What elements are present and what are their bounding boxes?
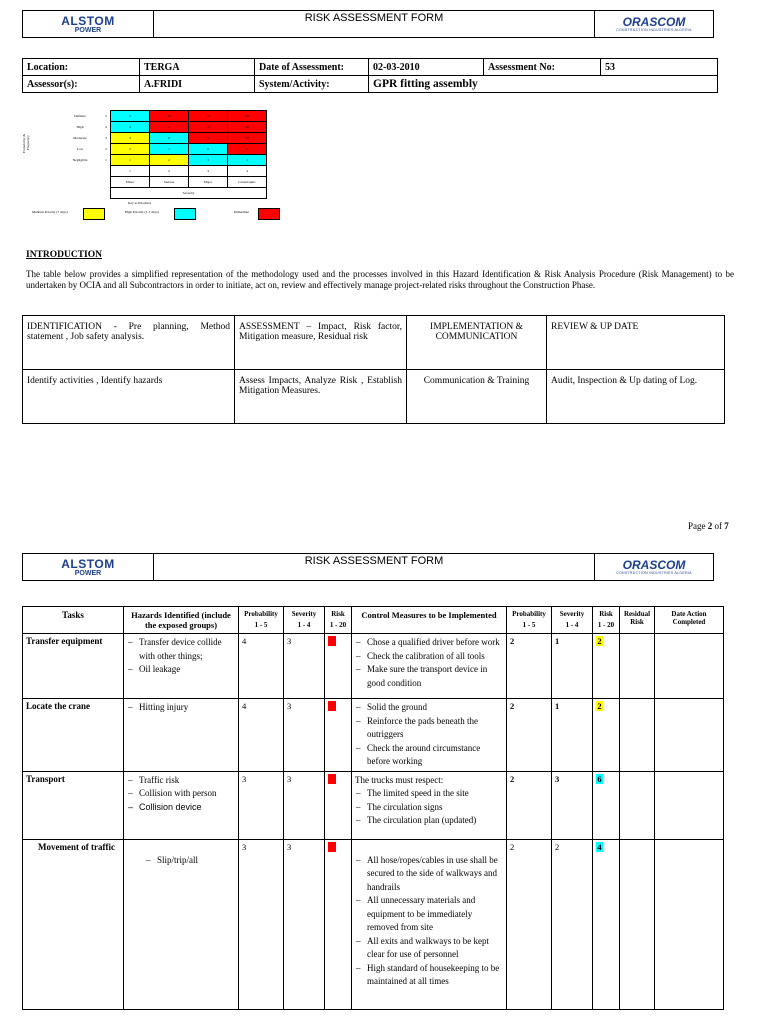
method-assessment: ASSESSMENT – Impact, Risk factor, Mitigation measure, Residual risk	[235, 316, 407, 370]
matrix-col-label: Catastrophic	[228, 177, 267, 188]
matrix-col-label: Minor	[111, 177, 150, 188]
risk-value: 12	[329, 703, 335, 709]
key-title: Key to Priorities	[128, 201, 152, 205]
matrix-cell: 20	[228, 111, 267, 122]
probability-value: 4	[239, 699, 284, 772]
severity-value: 3	[284, 634, 325, 699]
location-label: Location:	[23, 59, 140, 76]
risk-matrix	[58, 110, 267, 199]
risk-2-cell	[593, 699, 620, 772]
date-completed-cell	[655, 699, 724, 772]
risk-2-cell	[593, 634, 620, 699]
method-identification-detail: Identify activities , Identify hazards	[23, 370, 235, 424]
form-header-page2	[22, 553, 714, 581]
matrix-col-label: Major	[189, 177, 228, 188]
hazard-item: – Hitting injury	[127, 701, 235, 715]
col-hazards: Hazards Identified (include the exposed groups)	[124, 607, 239, 634]
matrix-row-label: High	[76, 125, 84, 129]
matrix-cell: 4	[150, 144, 189, 155]
matrix-axis-label: Probability & Frequency	[22, 133, 30, 153]
matrix-col-label: Serious	[150, 177, 189, 188]
hazard-item: – Oil leakage	[127, 663, 235, 677]
matrix-cell: 1	[111, 155, 150, 166]
key-high-swatch	[174, 208, 196, 220]
risk-2-value: 4	[597, 841, 602, 852]
matrix-row	[58, 122, 267, 133]
system-value: GPR fitting assembly	[369, 76, 718, 93]
risk-value: 9	[328, 842, 336, 852]
matrix-row-number: 1	[105, 158, 107, 162]
matrix-row-label: Low	[76, 147, 84, 151]
col-date-completed: Date Action Completed	[655, 607, 724, 634]
matrix-severity-label: Severity	[111, 188, 267, 199]
residual-risk-cell	[620, 699, 655, 772]
matrix-cell: 3	[111, 133, 150, 144]
matrix-cell: 2	[150, 155, 189, 166]
control-item: – The circulation signs	[355, 801, 503, 815]
method-identification: IDENTIFICATION - Pre planning, Method statement , Job safety analysis.	[23, 316, 235, 370]
alstom-logo: ALSTOM POWER	[23, 554, 154, 580]
system-label: System/Activity:	[255, 76, 369, 93]
matrix-cell: 5	[111, 111, 150, 122]
control-item: – Check the calibration of all tools	[355, 650, 503, 664]
form-title: RISK ASSESSMENT FORM	[304, 555, 444, 567]
probability-2-value: 2	[507, 699, 552, 772]
matrix-row-number: 4	[105, 125, 107, 129]
control-intro: The trucks must respect:	[355, 774, 444, 785]
matrix-cell: 12	[228, 133, 267, 144]
residual-risk-cell	[620, 771, 655, 839]
intro-heading: INTRODUCTION	[26, 250, 103, 260]
severity-2-value: 2	[552, 839, 593, 1009]
date-label: Date of Assessment:	[255, 59, 369, 76]
form-header	[22, 10, 714, 38]
assessment-info-table	[22, 58, 718, 93]
probability-2-value: 2	[507, 634, 552, 699]
matrix-col-number: 1	[111, 166, 150, 177]
matrix-row-label: Definite	[74, 114, 86, 118]
severity-value: 3	[284, 771, 325, 839]
method-implementation-detail: Communication & Training	[407, 370, 547, 424]
control-item: – All exits and walkways to be kept clear for use of personnel	[355, 935, 503, 962]
assessment-no-value: 53	[601, 59, 718, 76]
residual-risk-cell	[620, 634, 655, 699]
risk-cell	[325, 771, 352, 839]
risk-value: 12	[329, 638, 335, 644]
matrix-row	[58, 144, 267, 155]
matrix-cell: 15	[189, 111, 228, 122]
hazard-item: – Collision with person	[127, 787, 235, 801]
hazard-item: – Collision device	[127, 801, 235, 815]
control-item: – The limited speed in the site	[355, 787, 503, 801]
matrix-cell: 3	[189, 155, 228, 166]
key-medium-swatch	[83, 208, 105, 220]
matrix-cell: 8	[150, 122, 189, 133]
matrix-row-label: Moderate	[73, 136, 87, 140]
control-measures-cell	[352, 771, 507, 839]
risk-cell	[325, 634, 352, 699]
probability-value: 4	[239, 634, 284, 699]
risk-2-value: 2	[597, 636, 602, 646]
matrix-cell: 12	[189, 122, 228, 133]
intro-text: The table below provides a simplified representation of the methodology used and the processes involved in this Hazard Identification & Risk Analysis Procedure (Risk Management) to be undertaken by OCIA and all Subcontractors in order to initiate, act on, review and effectively manage project-related risks throughout the Construction Phase.	[26, 269, 734, 290]
matrix-cell: 4	[228, 155, 267, 166]
risk-value: 9	[328, 774, 336, 784]
matrix-row-number: 3	[105, 136, 107, 140]
hazards-cell	[124, 634, 239, 699]
matrix-cell: 16	[228, 122, 267, 133]
table-row	[23, 634, 724, 699]
matrix-cell: 2	[111, 144, 150, 155]
page-number: Page 2 of 7	[688, 521, 729, 531]
assessment-no-label: Assessment No:	[484, 59, 601, 76]
task-cell: Transport	[23, 771, 124, 839]
probability-2-value: 2	[507, 839, 552, 1009]
severity-value: 3	[284, 839, 325, 1009]
matrix-row	[58, 133, 267, 144]
hazards-cell	[124, 839, 239, 1009]
control-item: – High standard of housekeeping to be maintained at all times	[355, 962, 503, 989]
date-completed-cell	[655, 839, 724, 1009]
control-item: – Make sure the transport device in good condition	[355, 663, 503, 690]
matrix-row-number: 5	[105, 114, 107, 118]
risk-assessment-table	[22, 606, 724, 1010]
col-tasks: Tasks	[23, 607, 124, 634]
residual-risk-cell	[620, 839, 655, 1009]
assessor-label: Assessor(s):	[23, 76, 140, 93]
location-value: TERGA	[140, 59, 255, 76]
matrix-col-number: 4	[228, 166, 267, 177]
control-measures-cell	[352, 839, 507, 1009]
hazard-item: – Slip/trip/all	[145, 854, 235, 868]
risk-cell	[325, 699, 352, 772]
matrix-cell: 8	[228, 144, 267, 155]
key-medium-label: Medium Priority (7 days)	[32, 210, 68, 214]
risk-2-cell	[593, 839, 620, 1009]
risk-2-value: 2	[597, 701, 602, 711]
col-severity-2: Severity 1 - 4	[552, 607, 593, 634]
matrix-cell: 4	[111, 122, 150, 133]
severity-value: 3	[284, 699, 325, 772]
method-implementation: IMPLEMENTATION & COMMUNICATION	[407, 316, 547, 370]
matrix-col-number: 2	[150, 166, 189, 177]
hazards-cell	[124, 771, 239, 839]
control-item: – Check the around circumstance before working	[355, 742, 503, 769]
col-risk-2: Risk 1 - 20	[593, 607, 620, 634]
control-item: – Chose a qualified driver before work	[355, 636, 503, 650]
risk-2-cell	[593, 771, 620, 839]
matrix-row-label: Negligible	[72, 158, 88, 162]
severity-2-value: 1	[552, 699, 593, 772]
date-value: 02-03-2010	[369, 59, 484, 76]
key-immediate-swatch	[258, 208, 280, 220]
matrix-col-number: 3	[189, 166, 228, 177]
col-severity: Severity 1 - 4	[284, 607, 325, 634]
table-row	[23, 699, 724, 772]
matrix-cell: 6	[189, 144, 228, 155]
control-measures-cell	[352, 699, 507, 772]
control-item: – All unnecessary materials and equipment to be immediately removed from site	[355, 894, 503, 935]
col-control-measures: Control Measures to be Implemented	[352, 607, 507, 634]
control-item: – Solid the ground	[355, 701, 503, 715]
hazards-cell	[124, 699, 239, 772]
method-assessment-detail: Assess Impacts, Analyze Risk , Establish Mitigation Measures.	[235, 370, 407, 424]
matrix-row	[58, 111, 267, 122]
col-probability: Probability 1 - 5	[239, 607, 284, 634]
probability-value: 3	[239, 771, 284, 839]
orascom-logo: ORASCOM CONSTRUCTION INDUSTRIES ALGERIA	[594, 554, 713, 580]
severity-2-value: 3	[552, 771, 593, 839]
risk-2-value: 6	[597, 773, 602, 784]
alstom-logo: ALSTOM POWER	[23, 11, 154, 37]
method-review: REVIEW & UP DATE	[547, 316, 725, 370]
assessor-value: A.FRIDI	[140, 76, 255, 93]
table-row	[23, 839, 724, 1009]
matrix-row-number: 2	[105, 147, 107, 151]
key-high-label: High Priority (1-7 days)	[125, 210, 159, 214]
hazard-item: – Traffic risk	[127, 774, 235, 788]
probability-2-value: 2	[507, 771, 552, 839]
col-probability-2: Probability 1 - 5	[507, 607, 552, 634]
probability-value: 3	[239, 839, 284, 1009]
form-title: RISK ASSESSMENT FORM	[304, 12, 444, 24]
date-completed-cell	[655, 771, 724, 839]
col-residual-risk: Residual Risk	[620, 607, 655, 634]
task-cell: Locate the crane	[23, 699, 124, 772]
table-row	[23, 771, 724, 839]
control-item: – All hose/ropes/cables in use shall be secured to the side of walkways and handrails	[355, 854, 503, 895]
control-item: – The circulation plan (updated)	[355, 814, 503, 828]
methodology-table	[22, 315, 725, 424]
matrix-row	[58, 155, 267, 166]
matrix-cell: 9	[189, 133, 228, 144]
severity-2-value: 1	[552, 634, 593, 699]
col-risk: Risk 1 - 20	[325, 607, 352, 634]
key-immediate-label: Immediate	[234, 210, 249, 214]
task-cell: Movement of traffic	[23, 839, 124, 1009]
date-completed-cell	[655, 634, 724, 699]
risk-cell	[325, 839, 352, 1009]
matrix-cell: 6	[150, 133, 189, 144]
task-cell: Transfer equipment	[23, 634, 124, 699]
control-item: – Reinforce the pads beneath the outriggers	[355, 715, 503, 742]
control-measures-cell	[352, 634, 507, 699]
hazard-item: – Transfer device collide with other things;	[127, 636, 235, 663]
method-review-detail: Audit, Inspection & Up dating of Log.	[547, 370, 725, 424]
matrix-cell: 10	[150, 111, 189, 122]
orascom-logo: ORASCOM CONSTRUCTION INDUSTRIES ALGERIA	[594, 11, 713, 37]
